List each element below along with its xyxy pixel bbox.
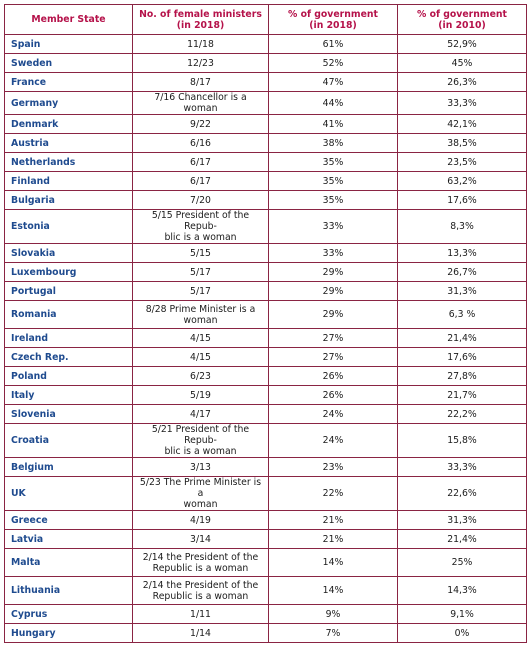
member-state-cell: Slovenia	[5, 405, 133, 424]
female-ministers-2018-cell: 8/17	[133, 73, 269, 92]
female-ministers-2018-cell: 6/17	[133, 172, 269, 191]
female-ministers-2018-cell: 5/17	[133, 263, 269, 282]
member-state-cell: Denmark	[5, 115, 133, 134]
percent-government-2010-cell: 17,6%	[398, 348, 527, 367]
female-ministers-table	[4, 4, 527, 643]
female-ministers-2018-cell: 1/11	[133, 605, 269, 624]
female-ministers-2018-cell: 5/17	[133, 282, 269, 301]
table-row	[5, 424, 527, 458]
percent-government-2018-cell: 9%	[269, 605, 398, 624]
percent-government-2010-cell: 31,3%	[398, 511, 527, 530]
member-state-cell: Poland	[5, 367, 133, 386]
percent-government-2010-cell: 25%	[398, 549, 527, 577]
table-row	[5, 244, 527, 263]
percent-government-2018-cell: 27%	[269, 329, 398, 348]
member-state-cell: Luxembourg	[5, 263, 133, 282]
table-row	[5, 153, 527, 172]
member-state-cell: Slovakia	[5, 244, 133, 263]
female-ministers-2018-cell: 4/19	[133, 511, 269, 530]
percent-government-2010-cell: 52,9%	[398, 35, 527, 54]
table-row	[5, 367, 527, 386]
percent-government-2010-cell: 38,5%	[398, 134, 527, 153]
percent-government-2010-cell: 17,6%	[398, 191, 527, 210]
member-state-cell: Malta	[5, 549, 133, 577]
member-state-cell: Ireland	[5, 329, 133, 348]
percent-government-2018-cell: 33%	[269, 244, 398, 263]
percent-government-2018-cell: 22%	[269, 477, 398, 511]
female-ministers-2018-cell: 5/21 President of the Repub- blic is a woman	[133, 424, 269, 458]
member-state-cell: Germany	[5, 92, 133, 115]
female-ministers-2018-cell: 5/15 President of the Repub- blic is a woman	[133, 210, 269, 244]
member-state-cell: Spain	[5, 35, 133, 54]
percent-government-2018-cell: 35%	[269, 172, 398, 191]
table-row	[5, 35, 527, 54]
member-state-cell: Austria	[5, 134, 133, 153]
member-state-cell: Bulgaria	[5, 191, 133, 210]
female-ministers-2018-cell: 4/15	[133, 348, 269, 367]
female-ministers-2018-cell: 7/16 Chancellor is a woman	[133, 92, 269, 115]
percent-government-2018-cell: 33%	[269, 210, 398, 244]
header-percent-government-2010: % of government (in 2010)	[398, 5, 527, 35]
percent-government-2010-cell: 45%	[398, 54, 527, 73]
member-state-cell: Netherlands	[5, 153, 133, 172]
percent-government-2018-cell: 41%	[269, 115, 398, 134]
table-row	[5, 549, 527, 577]
percent-government-2018-cell: 29%	[269, 282, 398, 301]
table-row	[5, 301, 527, 329]
table-row	[5, 115, 527, 134]
percent-government-2010-cell: 33,3%	[398, 92, 527, 115]
table-row	[5, 54, 527, 73]
female-ministers-2018-cell: 3/14	[133, 530, 269, 549]
member-state-cell: France	[5, 73, 133, 92]
table-row	[5, 191, 527, 210]
member-state-cell: Finland	[5, 172, 133, 191]
percent-government-2010-cell: 42,1%	[398, 115, 527, 134]
percent-government-2018-cell: 61%	[269, 35, 398, 54]
table-row	[5, 348, 527, 367]
female-ministers-2018-cell: 5/23 The Prime Minister is a woman	[133, 477, 269, 511]
percent-government-2018-cell: 47%	[269, 73, 398, 92]
member-state-cell: Belgium	[5, 458, 133, 477]
member-state-cell: Cyprus	[5, 605, 133, 624]
table-row	[5, 92, 527, 115]
percent-government-2010-cell: 13,3%	[398, 244, 527, 263]
table-header-row	[5, 5, 527, 35]
ministers-table-container	[4, 4, 526, 643]
percent-government-2018-cell: 26%	[269, 367, 398, 386]
member-state-cell: Czech Rep.	[5, 348, 133, 367]
percent-government-2018-cell: 52%	[269, 54, 398, 73]
member-state-cell: Portugal	[5, 282, 133, 301]
member-state-cell: Lithuania	[5, 577, 133, 605]
percent-government-2010-cell: 26,3%	[398, 73, 527, 92]
percent-government-2018-cell: 14%	[269, 549, 398, 577]
female-ministers-2018-cell: 11/18	[133, 35, 269, 54]
female-ministers-2018-cell: 2/14 the President of the Republic is a woman	[133, 577, 269, 605]
percent-government-2018-cell: 21%	[269, 511, 398, 530]
table-row	[5, 134, 527, 153]
member-state-cell: Latvia	[5, 530, 133, 549]
percent-government-2010-cell: 8,3%	[398, 210, 527, 244]
female-ministers-2018-cell: 12/23	[133, 54, 269, 73]
percent-government-2010-cell: 33,3%	[398, 458, 527, 477]
member-state-cell: Italy	[5, 386, 133, 405]
percent-government-2010-cell: 21,4%	[398, 530, 527, 549]
percent-government-2010-cell: 21,7%	[398, 386, 527, 405]
female-ministers-2018-cell: 6/16	[133, 134, 269, 153]
member-state-cell: Sweden	[5, 54, 133, 73]
female-ministers-2018-cell: 3/13	[133, 458, 269, 477]
percent-government-2018-cell: 29%	[269, 263, 398, 282]
percent-government-2018-cell: 35%	[269, 191, 398, 210]
percent-government-2018-cell: 24%	[269, 405, 398, 424]
table-row	[5, 605, 527, 624]
table-row	[5, 624, 527, 643]
percent-government-2018-cell: 14%	[269, 577, 398, 605]
percent-government-2018-cell: 29%	[269, 301, 398, 329]
member-state-cell: Romania	[5, 301, 133, 329]
percent-government-2018-cell: 26%	[269, 386, 398, 405]
header-percent-government-2018: % of government (in 2018)	[269, 5, 398, 35]
header-female-ministers-2018: No. of female ministers (in 2018)	[133, 5, 269, 35]
female-ministers-2018-cell: 4/17	[133, 405, 269, 424]
table-row	[5, 73, 527, 92]
percent-government-2010-cell: 0%	[398, 624, 527, 643]
female-ministers-2018-cell: 7/20	[133, 191, 269, 210]
member-state-cell: Estonia	[5, 210, 133, 244]
percent-government-2010-cell: 27,8%	[398, 367, 527, 386]
member-state-cell: UK	[5, 477, 133, 511]
percent-government-2010-cell: 14,3%	[398, 577, 527, 605]
percent-government-2018-cell: 21%	[269, 530, 398, 549]
table-row	[5, 172, 527, 191]
table-row	[5, 511, 527, 530]
female-ministers-2018-cell: 9/22	[133, 115, 269, 134]
female-ministers-2018-cell: 8/28 Prime Minister is a woman	[133, 301, 269, 329]
table-row	[5, 405, 527, 424]
table-row	[5, 458, 527, 477]
table-row	[5, 477, 527, 511]
percent-government-2010-cell: 63,2%	[398, 172, 527, 191]
header-member-state: Member State	[5, 5, 133, 35]
percent-government-2010-cell: 31,3%	[398, 282, 527, 301]
female-ministers-2018-cell: 1/14	[133, 624, 269, 643]
percent-government-2018-cell: 24%	[269, 424, 398, 458]
table-row	[5, 530, 527, 549]
percent-government-2018-cell: 44%	[269, 92, 398, 115]
female-ministers-2018-cell: 6/23	[133, 367, 269, 386]
member-state-cell: Greece	[5, 511, 133, 530]
female-ministers-2018-cell: 4/15	[133, 329, 269, 348]
table-row	[5, 263, 527, 282]
percent-government-2018-cell: 27%	[269, 348, 398, 367]
percent-government-2010-cell: 22,6%	[398, 477, 527, 511]
table-row	[5, 282, 527, 301]
percent-government-2010-cell: 21,4%	[398, 329, 527, 348]
table-row	[5, 577, 527, 605]
member-state-cell: Croatia	[5, 424, 133, 458]
percent-government-2018-cell: 38%	[269, 134, 398, 153]
percent-government-2010-cell: 6,3 %	[398, 301, 527, 329]
female-ministers-2018-cell: 5/15	[133, 244, 269, 263]
table-row	[5, 210, 527, 244]
percent-government-2010-cell: 9,1%	[398, 605, 527, 624]
percent-government-2010-cell: 26,7%	[398, 263, 527, 282]
female-ministers-2018-cell: 2/14 the President of the Republic is a woman	[133, 549, 269, 577]
female-ministers-2018-cell: 5/19	[133, 386, 269, 405]
table-body	[5, 35, 527, 643]
percent-government-2018-cell: 35%	[269, 153, 398, 172]
table-row	[5, 386, 527, 405]
table-row	[5, 329, 527, 348]
percent-government-2018-cell: 23%	[269, 458, 398, 477]
member-state-cell: Hungary	[5, 624, 133, 643]
percent-government-2018-cell: 7%	[269, 624, 398, 643]
percent-government-2010-cell: 23,5%	[398, 153, 527, 172]
percent-government-2010-cell: 22,2%	[398, 405, 527, 424]
female-ministers-2018-cell: 6/17	[133, 153, 269, 172]
percent-government-2010-cell: 15,8%	[398, 424, 527, 458]
